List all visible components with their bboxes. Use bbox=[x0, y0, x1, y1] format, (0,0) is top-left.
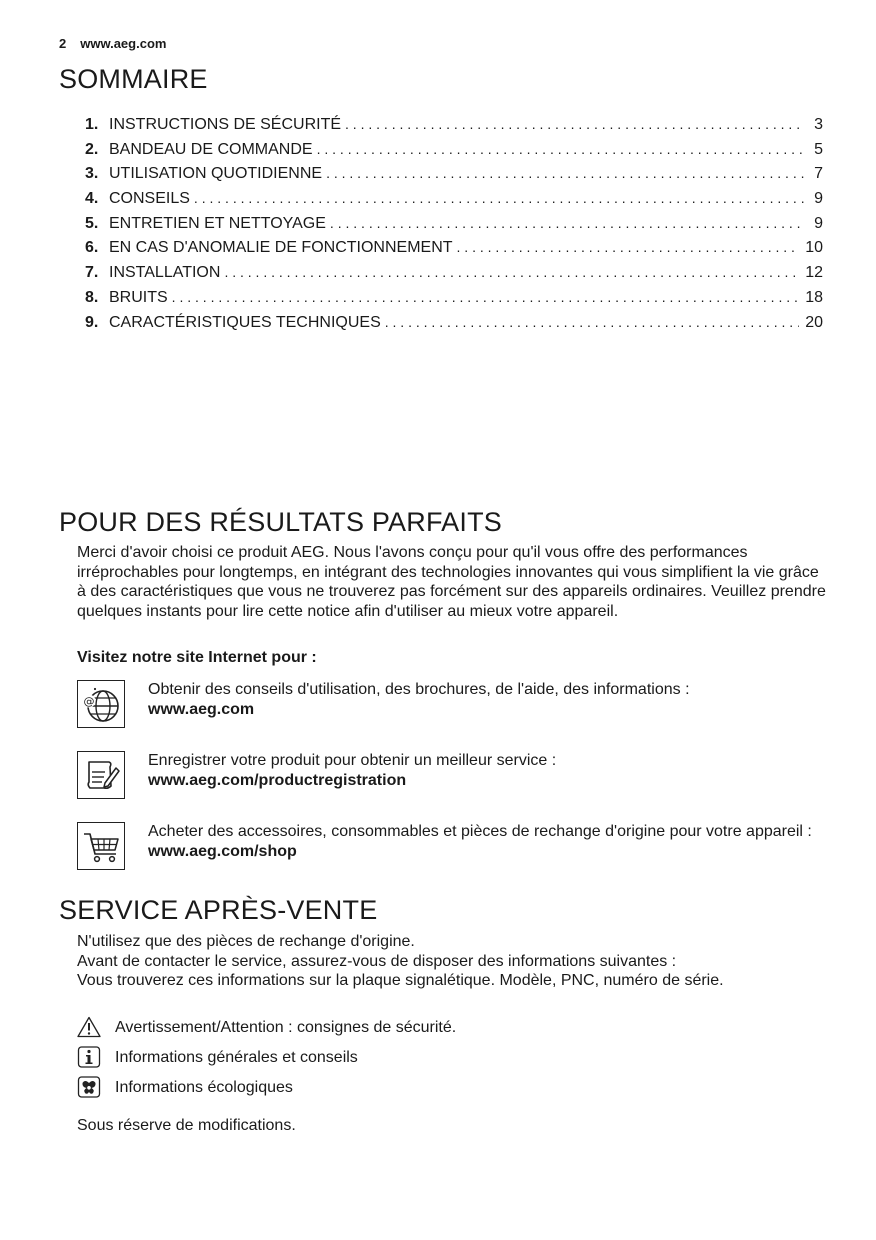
link-advice-text: Obtenir des conseils d'utilisation, des brochures, de l'aide, des informations : bbox=[148, 681, 690, 698]
toc-entry[interactable] bbox=[85, 235, 823, 260]
toc-entry-number: 1. bbox=[85, 116, 99, 133]
toc-leader-dots bbox=[194, 186, 805, 210]
toc-entry-page: 20 bbox=[805, 313, 823, 331]
legend-warning bbox=[77, 1016, 677, 1040]
warning-icon bbox=[77, 1016, 101, 1038]
toc-entry-number: 7. bbox=[85, 264, 99, 282]
toc-entry[interactable] bbox=[85, 310, 823, 335]
toc-entry-number: 4. bbox=[85, 190, 99, 208]
toc-entry[interactable] bbox=[85, 211, 823, 236]
toc-entry-title: ENTRETIEN ET NETTOYAGE bbox=[109, 214, 326, 232]
toc-entry-title: INSTRUCTIONS DE SÉCURITÉ bbox=[109, 116, 342, 133]
toc-entry-title: CARACTÉRISTIQUES TECHNIQUES bbox=[109, 313, 381, 331]
header-site-link[interactable]: www.aeg.com bbox=[80, 36, 167, 51]
legend-info-text: Informations générales et conseils bbox=[115, 1049, 358, 1066]
toc-leader-dots bbox=[326, 161, 805, 185]
service-text bbox=[77, 932, 827, 991]
legend-warning-text: Avertissement/Attention : consignes de sécurité. bbox=[115, 1019, 457, 1036]
toc-entry-page: 18 bbox=[805, 288, 823, 306]
toc-entry-page: 9 bbox=[814, 190, 823, 208]
toc-entry-title: CONSEILS bbox=[109, 190, 190, 208]
toc-entry-page: 12 bbox=[805, 264, 823, 282]
toc-entry-title: UTILISATION QUOTIDIENNE bbox=[109, 165, 323, 183]
toc-entry-title: EN CAS D'ANOMALIE DE FONCTIONNEMENT bbox=[109, 239, 453, 257]
toc-entry-number: 3. bbox=[85, 165, 99, 183]
results-title: POUR DES RÉSULTATS PARFAITS bbox=[59, 507, 502, 537]
svg-text:@: @ bbox=[83, 695, 95, 708]
page-header bbox=[59, 36, 166, 51]
toc-leader-dots bbox=[224, 260, 799, 284]
toc-entry[interactable] bbox=[85, 186, 823, 211]
link-shop-url[interactable]: www.aeg.com/shop bbox=[148, 842, 297, 860]
service-line: Avant de contacter le service, assurez-vous de disposer des informations suivantes : bbox=[77, 952, 677, 970]
eco-icon bbox=[77, 1076, 101, 1098]
link-advice-url[interactable]: www.aeg.com bbox=[148, 700, 255, 718]
toc-leader-dots bbox=[330, 211, 805, 235]
table-of-contents bbox=[85, 112, 823, 334]
toc-entry-number: 8. bbox=[85, 288, 99, 306]
toc-entry-page: 10 bbox=[805, 239, 823, 257]
legend-info bbox=[77, 1046, 677, 1070]
toc-entry[interactable] bbox=[85, 137, 823, 162]
intro-paragraph: Merci d'avoir choisi ce produit AEG. Nous l'avons conçu pour qu'il vous offre des performances irréprochables pour longtemps, en intégrant des technologies innovantes qui vous simplifient la vie grâce à des caractéristiques que vous ne trouverez pas forcément sur des appareils ordinaires. Veuillez prendre quelques instants pour lire cette notice afin d'utiliser au mieux votre appareil. bbox=[77, 544, 826, 621]
toc-entry-title: BANDEAU DE COMMANDE bbox=[109, 140, 313, 158]
sommaire-title: SOMMAIRE bbox=[59, 64, 208, 94]
toc-entry[interactable] bbox=[85, 260, 823, 285]
toc-entry-page: 5 bbox=[814, 140, 823, 158]
toc-leader-dots bbox=[345, 112, 805, 136]
toc-entry-page: 9 bbox=[814, 214, 823, 232]
service-title: SERVICE APRÈS-VENTE bbox=[59, 895, 378, 925]
shopping-cart-icon bbox=[77, 822, 125, 870]
globe-at-icon bbox=[77, 680, 125, 728]
toc-entry-number: 9. bbox=[85, 313, 99, 331]
registration-icon bbox=[77, 751, 125, 799]
toc-entry-page: 3 bbox=[814, 116, 823, 133]
toc-entry[interactable] bbox=[85, 112, 823, 137]
toc-entry-number: 2. bbox=[85, 140, 99, 158]
toc-leader-dots bbox=[172, 285, 800, 309]
footer-note: Sous réserve de modifications. bbox=[77, 1117, 296, 1134]
service-line: N'utilisez que des pièces de rechange d'origine. bbox=[77, 933, 415, 950]
link-shop-text: Acheter des accessoires, consommables et pièces de rechange d'origine pour votre appareil : bbox=[148, 823, 812, 840]
toc-entry-title: INSTALLATION bbox=[109, 264, 221, 282]
service-line: Vous trouverez ces informations sur la plaque signalétique. Modèle, PNC, numéro de série. bbox=[77, 972, 724, 990]
toc-leader-dots bbox=[457, 235, 800, 259]
info-icon bbox=[77, 1046, 101, 1068]
legend-eco bbox=[77, 1076, 677, 1100]
link-registration-text: Enregistrer votre produit pour obtenir un meilleur service : bbox=[148, 752, 557, 769]
toc-entry-title: BRUITS bbox=[109, 288, 168, 306]
page-number: 2 bbox=[59, 36, 67, 51]
visit-label: Visitez notre site Internet pour : bbox=[77, 649, 317, 666]
toc-entry[interactable] bbox=[85, 161, 823, 186]
toc-entry-number: 5. bbox=[85, 214, 99, 232]
toc-entry[interactable] bbox=[85, 285, 823, 310]
toc-leader-dots bbox=[317, 137, 805, 161]
toc-leader-dots bbox=[385, 310, 799, 334]
toc-entry-number: 6. bbox=[85, 239, 99, 257]
legend-eco-text: Informations écologiques bbox=[115, 1079, 293, 1096]
toc-entry-page: 7 bbox=[814, 165, 823, 183]
link-registration-url[interactable]: www.aeg.com/productregistration bbox=[148, 771, 407, 789]
